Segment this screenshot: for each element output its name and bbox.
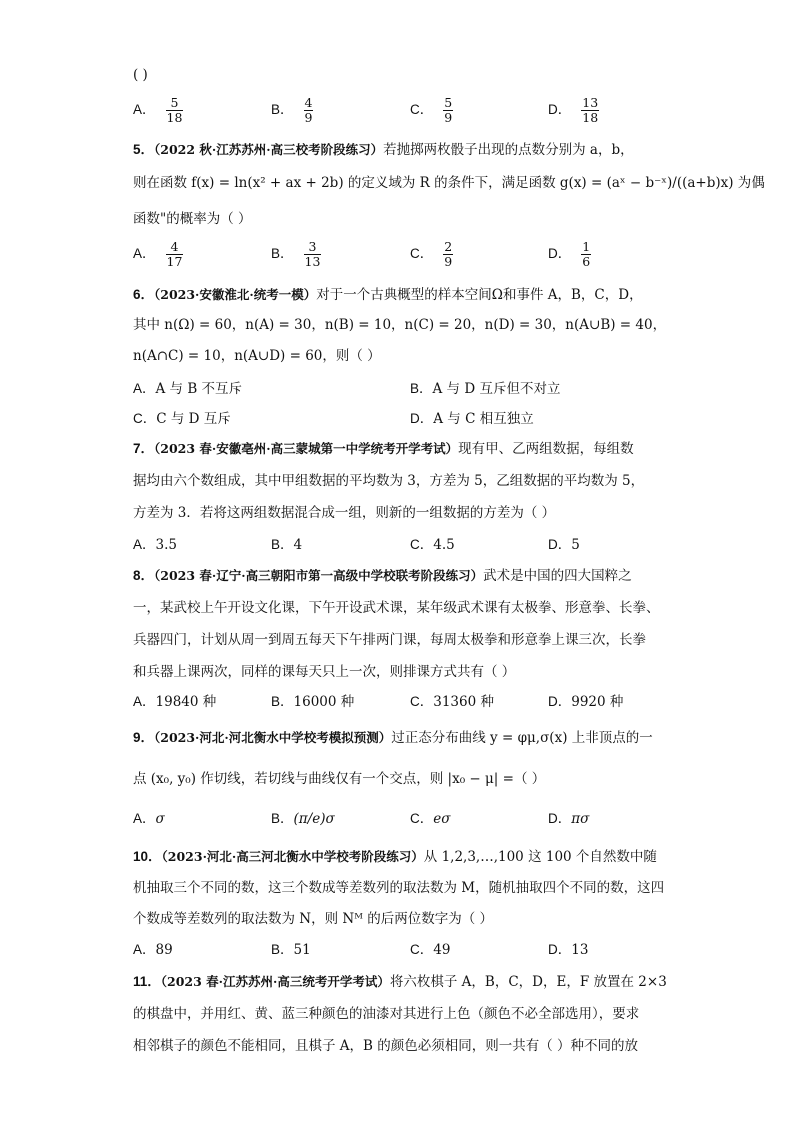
q8-stem-line2: 一，某武校上午开设文化课，下午开设武术课，某年级武术课有太极拳、形意拳、长拳、 <box>133 600 660 616</box>
q5-option-d[interactable] <box>548 240 591 269</box>
option-text: 16000 种 <box>293 694 355 710</box>
option-text: 3.5 <box>155 537 177 553</box>
option-text: eσ <box>433 811 451 827</box>
stem-text: 从 1,2,3,…,100 这 100 个自然数中随 <box>423 849 657 865</box>
option-text: 19840 种 <box>155 694 217 710</box>
q7-stem-line2: 据均由六个数组成，其中甲组数据的平均数为 3，方差为 5，乙组数据的平均数为 5， <box>133 473 645 489</box>
fraction <box>304 240 322 269</box>
q4-option-a[interactable] <box>133 96 183 125</box>
q7-stem-line1 <box>133 440 634 458</box>
stem-text: 现有甲、乙两组数据，每组数 <box>458 441 634 457</box>
option-text: 9920 种 <box>571 694 624 710</box>
q7-option-c[interactable] <box>410 536 455 554</box>
denominator: 18 <box>582 110 599 125</box>
q8-option-b[interactable] <box>271 693 354 711</box>
denominator: 13 <box>304 254 321 269</box>
option-label: B． <box>271 102 294 117</box>
question-number: 10． <box>133 849 162 864</box>
option-label: A． <box>133 942 156 957</box>
denominator: 17 <box>166 254 183 269</box>
q9-stem-line2: 点 (x₀, y₀) 作切线，若切线与曲线仅有一个交点，则 |x₀ − μ| =（ ） <box>133 771 546 787</box>
option-label: A． <box>133 811 156 826</box>
option-label: D． <box>548 246 572 261</box>
option-label: A． <box>133 694 156 709</box>
option-label: A． <box>133 537 156 552</box>
option-label: D． <box>548 811 572 826</box>
option-label: D． <box>548 942 572 957</box>
option-text: (π/e)σ <box>293 811 335 827</box>
q9-option-c[interactable] <box>410 810 450 828</box>
q6-option-c[interactable] <box>133 410 231 428</box>
option-text: 4.5 <box>433 537 455 553</box>
option-label: D． <box>548 102 572 117</box>
q8-option-d[interactable] <box>548 693 623 711</box>
q11-stem-line2: 的棋盘中，并用红、黄、蓝三种颜色的油漆对其进行上色（颜色不必全部选用），要求 <box>133 1006 640 1022</box>
fraction <box>166 96 184 125</box>
question-source: （2023 春·辽宁·高三朝阳市第一高级中学校联考阶段练习） <box>154 568 484 583</box>
q7-stem-line3: 方差为 3．若将这两组数据混合成一组，则新的一组数据的方差为（ ） <box>133 505 556 521</box>
stem-text: 若抛掷两枚骰子出现的点数分别为 a，b， <box>383 142 634 158</box>
stem-text: 对于一个古典概型的样本空间Ω和事件 A，B，C，D， <box>316 287 643 303</box>
option-label: B． <box>271 811 294 826</box>
q8-option-a[interactable] <box>133 693 216 711</box>
q10-option-d[interactable] <box>548 941 588 959</box>
option-label: C． <box>410 537 434 552</box>
q9-option-b[interactable] <box>271 810 335 828</box>
numerator: 1 <box>582 239 591 254</box>
q10-stem-line2: 机抽取三个不同的数，这三个数成等差数列的取法数为 M，随机抽取四个不同的数，这四 <box>133 880 665 896</box>
q5-option-b[interactable] <box>271 240 321 269</box>
fraction <box>443 96 453 125</box>
q10-stem-line3: 个数成等差数列的取法数为 N，则 Nᴹ 的后两位数字为（ ） <box>133 911 493 927</box>
question-number: 6． <box>133 287 155 302</box>
numerator: 2 <box>444 239 453 254</box>
denominator: 9 <box>444 110 453 125</box>
option-text: 5 <box>571 537 580 553</box>
q4-option-b[interactable] <box>271 96 313 125</box>
numerator: 5 <box>444 95 453 110</box>
question-source: （2023·河北·河北衡水中学校考模拟预测） <box>154 730 392 745</box>
option-text: 89 <box>155 942 173 958</box>
option-label: B． <box>271 537 294 552</box>
q9-option-a[interactable] <box>133 810 165 828</box>
q4-paren: ( ) <box>133 67 148 83</box>
option-text: A 与 D 互斥但不对立 <box>432 381 561 397</box>
question-source: （2022 秋·江苏苏州·高三校考阶段练习） <box>154 142 384 157</box>
q7-option-b[interactable] <box>271 536 302 554</box>
question-number: 8． <box>133 568 155 583</box>
q8-stem-line4: 和兵器上课两次，同样的课每天只上一次，则排课方式共有（ ） <box>133 664 516 680</box>
q10-option-c[interactable] <box>410 941 450 959</box>
option-text: 49 <box>433 942 451 958</box>
q10-option-b[interactable] <box>271 941 311 959</box>
denominator: 9 <box>444 254 453 269</box>
question-number: 11． <box>133 974 161 989</box>
question-number: 5． <box>133 142 155 157</box>
option-label: B． <box>271 694 294 709</box>
q6-stem-line2: 其中 n(Ω) = 60，n(A) = 30，n(B) = 10，n(C) = 20，n(D) = 30，n(A∪B) = 40， <box>133 317 667 333</box>
q7-option-d[interactable] <box>548 536 580 554</box>
q6-option-d[interactable] <box>410 410 534 428</box>
q11-stem-line3: 相邻棋子的颜色不能相同，且棋子 A，B 的颜色必须相同，则一共有（ ）种不同的放 <box>133 1038 639 1054</box>
q5-option-a[interactable] <box>133 240 183 269</box>
option-label: B． <box>410 381 433 396</box>
option-label: D． <box>548 537 572 552</box>
question-number: 7． <box>133 441 155 456</box>
option-text: 31360 种 <box>433 694 494 710</box>
q6-option-a[interactable] <box>133 380 242 398</box>
q9-option-d[interactable] <box>548 810 589 828</box>
q5-stem-line3: 函数"的概率为（ ） <box>133 211 252 227</box>
fraction <box>166 240 184 269</box>
option-label: C． <box>410 811 434 826</box>
q5-stem-line1 <box>133 141 634 159</box>
option-label: C． <box>410 694 434 709</box>
q4-option-d[interactable] <box>548 96 599 125</box>
option-text: σ <box>155 811 165 827</box>
q6-stem-line3: n(A∩C) = 10，n(A∪D) = 60，则（ ） <box>133 348 381 364</box>
question-source: （2023 春·江苏苏州·高三统考开学考试） <box>160 974 390 989</box>
numerator: 5 <box>166 96 184 111</box>
fraction <box>581 240 591 269</box>
stem-text: 将六枚棋子 A，B，C，D，E，F 放置在 2×3 <box>389 974 667 990</box>
option-label: C． <box>410 246 434 261</box>
option-text: 4 <box>293 537 303 553</box>
numerator: 13 <box>582 95 599 110</box>
option-label: A． <box>133 381 156 396</box>
question-number: 9． <box>133 730 155 745</box>
option-label: B． <box>271 942 294 957</box>
q8-stem-line3: 兵器四门，计划从周一到周五每天下午排两门课，每周太极拳和形意拳上课三次，长拳 <box>133 632 646 648</box>
q8-stem-line1 <box>133 567 632 585</box>
option-label: B． <box>271 246 294 261</box>
fraction <box>443 240 453 269</box>
stem-text: 武术是中国的四大国粹之 <box>483 568 632 584</box>
denominator: 6 <box>582 254 591 269</box>
option-text: C 与 D 互斥 <box>156 411 231 427</box>
option-label: A． <box>133 246 156 261</box>
q11-stem-line1 <box>133 973 667 991</box>
option-text: A 与 B 不互斥 <box>155 381 243 397</box>
q10-option-a[interactable] <box>133 941 173 959</box>
option-label: C． <box>410 942 434 957</box>
q8-option-c[interactable] <box>410 693 494 711</box>
question-source: （2023 春·安徽亳州·高三蒙城第一中学统考开学考试） <box>154 441 459 456</box>
option-label: D． <box>410 411 434 426</box>
q6-stem-line1 <box>133 286 643 304</box>
option-label: C． <box>410 102 434 117</box>
q5-option-c[interactable] <box>410 240 453 269</box>
q5-stem-line2: 则在函数 f(x) = ln(x² + ax + 2b) 的定义域为 R 的条件下，满足函数 g(x) = (aˣ − b⁻ˣ)/((a+b)x) 为偶 <box>133 175 765 191</box>
option-label: C． <box>133 411 157 426</box>
numerator: 4 <box>304 95 313 110</box>
question-source: （2023·安徽淮北·统考一模） <box>154 287 317 302</box>
option-label: A． <box>133 102 156 117</box>
q9-stem-line1 <box>133 729 653 747</box>
numerator: 4 <box>166 240 184 255</box>
q4-option-c[interactable] <box>410 96 453 125</box>
option-text: 51 <box>293 942 311 958</box>
question-source: （2023·河北·高三河北衡水中学校考阶段练习） <box>161 849 424 864</box>
q6-option-b[interactable] <box>410 380 560 398</box>
option-text: πσ <box>571 811 590 827</box>
fraction <box>304 96 314 125</box>
numerator: 3 <box>304 240 322 255</box>
denominator: 9 <box>304 110 313 125</box>
option-text: A 与 C 相互独立 <box>433 411 534 427</box>
denominator: 18 <box>166 110 183 125</box>
stem-text: 过正态分布曲线 y = φμ,σ(x) 上非顶点的一 <box>391 730 653 746</box>
fraction <box>581 96 599 125</box>
q7-option-a[interactable] <box>133 536 177 554</box>
option-text: 13 <box>571 942 589 958</box>
option-label: D． <box>548 694 572 709</box>
q10-stem-line1 <box>133 848 657 866</box>
